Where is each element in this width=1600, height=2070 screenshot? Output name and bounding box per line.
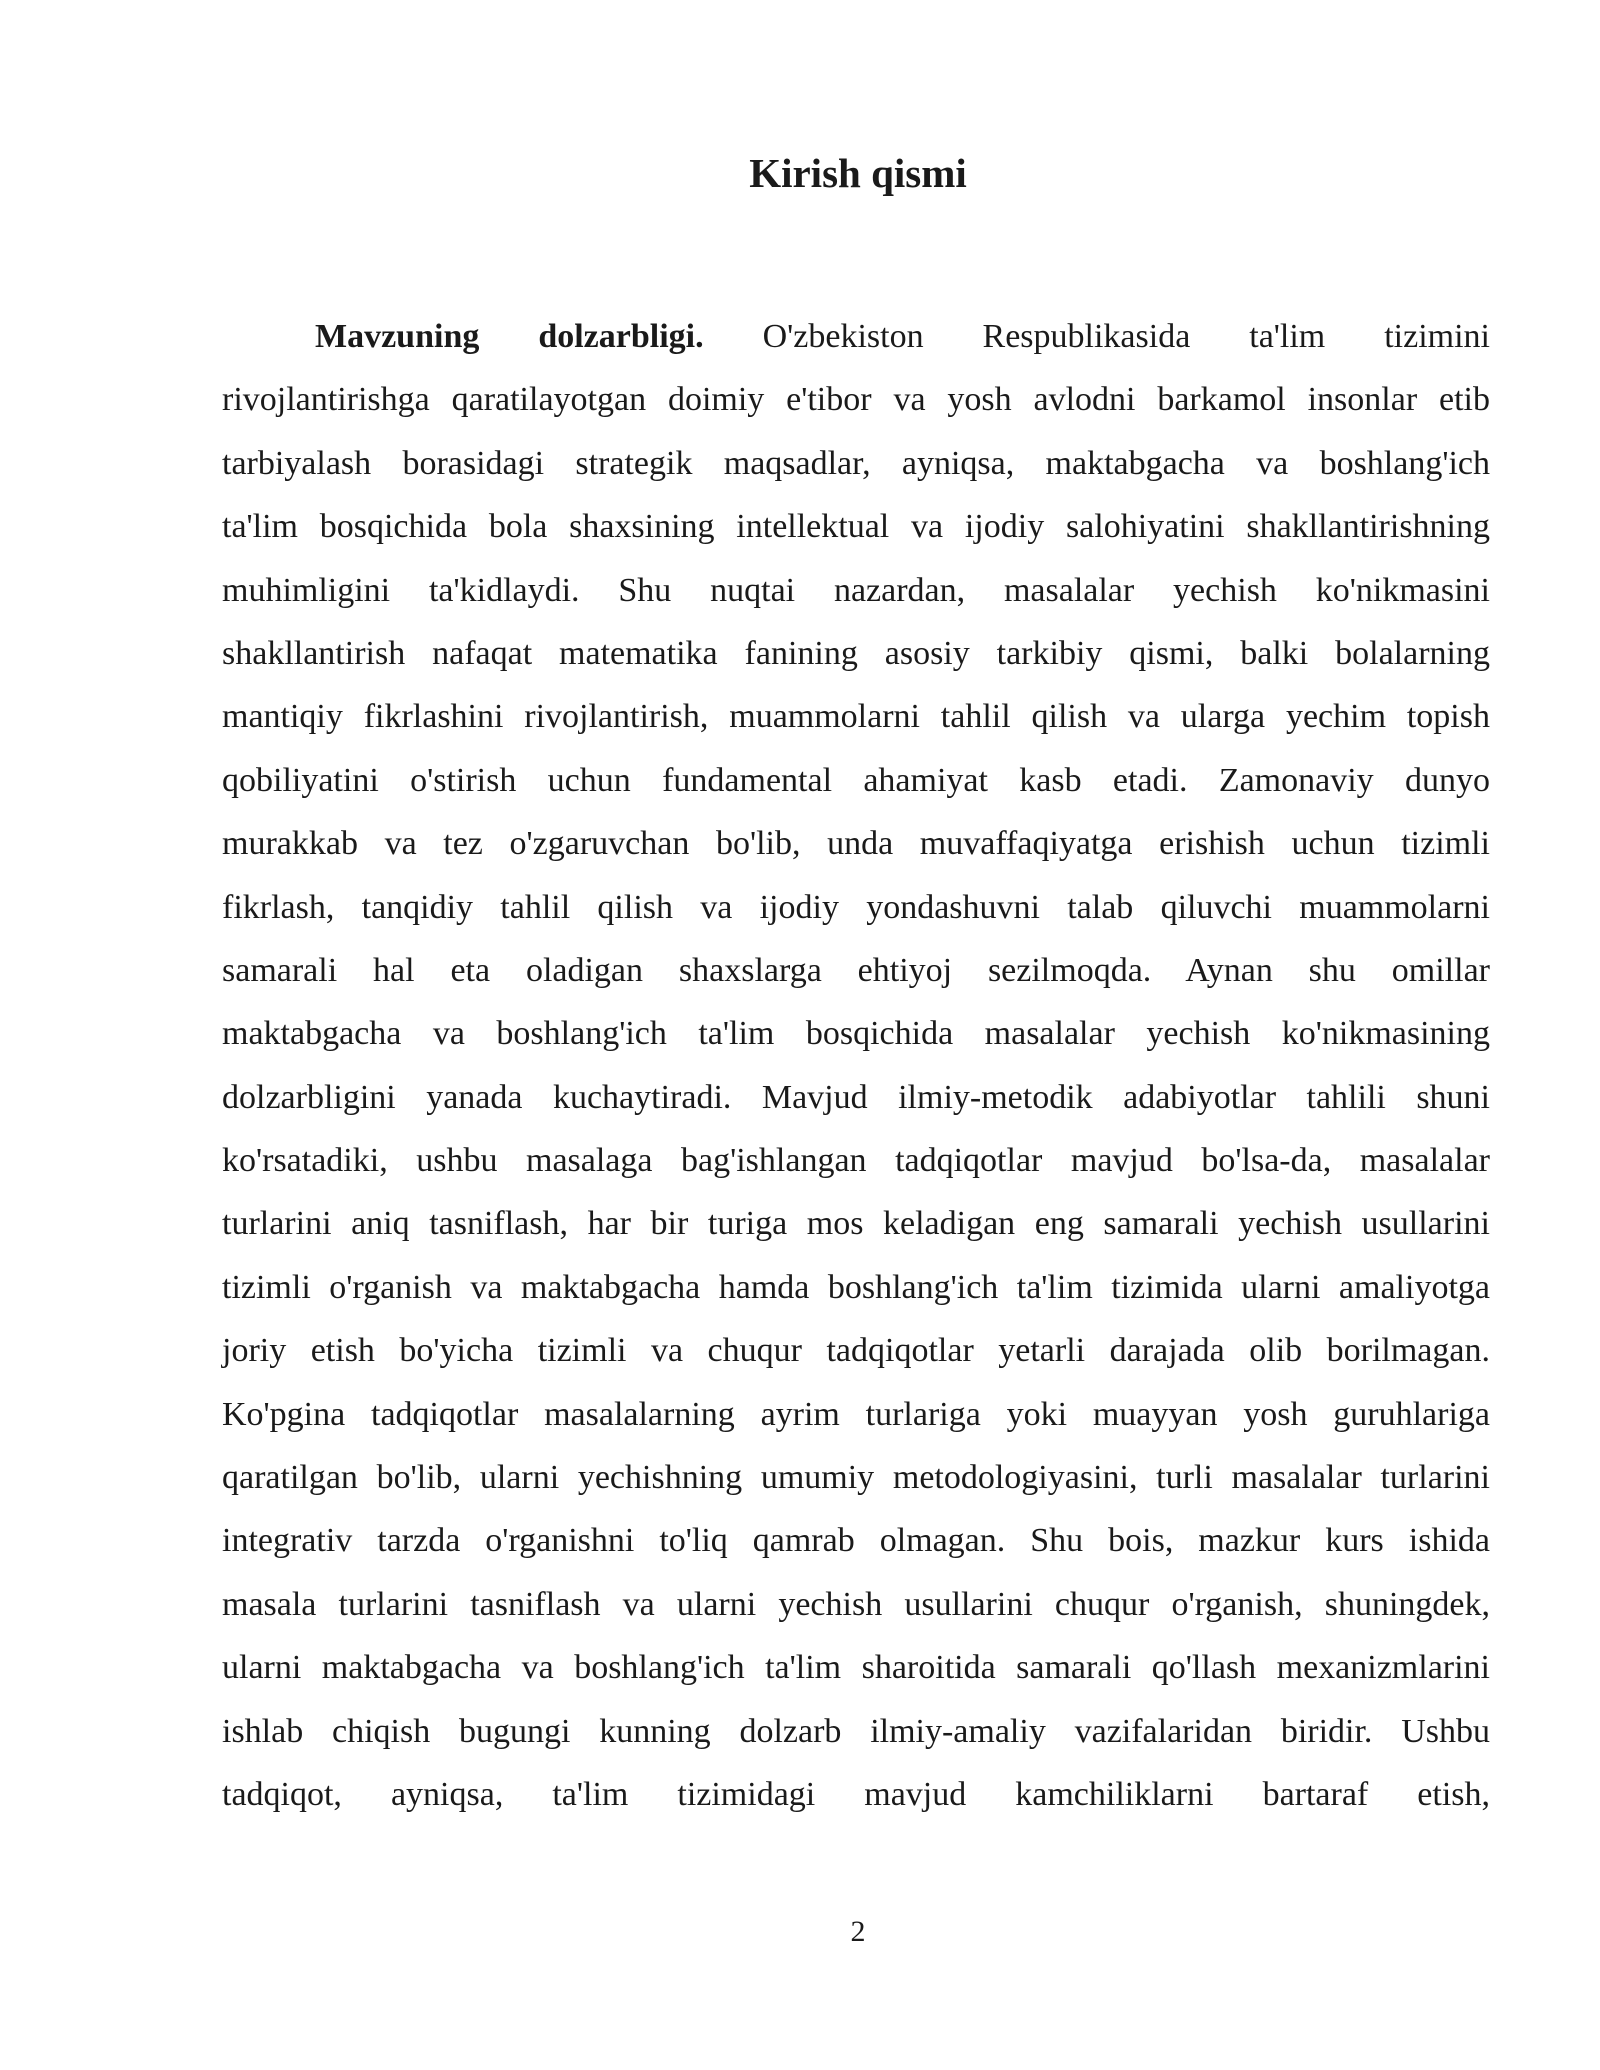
paragraph-line-1 (222, 305, 1490, 368)
paragraph-line: integrativ tarzda o'rganishni to'liq qamrab olmagan. Shu bois, mazkur kurs ishida (222, 1522, 1490, 1560)
paragraph-line: dolzarbligini yanada kuchaytiradi. Mavjud ilmiy-metodik adabiyotlar tahlili shuni (222, 1078, 1490, 1116)
paragraph-line: turlarini aniq tasniflash, har bir turiga mos keladigan eng samarali yechish usullarini (222, 1205, 1490, 1243)
body-paragraph (222, 305, 1490, 1826)
paragraph-line: ko'rsatadiki, ushbu masalaga bag'ishlangan tadqiqotlar mavjud bo'lsa-da, masalalar (222, 1142, 1490, 1180)
paragraph-line: qobiliyatini o'stirish uchun fundamental ahamiyat kasb etadi. Zamonaviy dunyo (222, 761, 1490, 799)
paragraph-line: shakllantirish nafaqat matematika fanining asosiy tarkibiy qismi, balki bolalarning (222, 634, 1490, 672)
paragraph-line: tizimli o'rganish va maktabgacha hamda boshlang'ich ta'lim tizimida ularni amaliyotga (222, 1268, 1490, 1306)
page-number: 2 (850, 1915, 866, 1948)
paragraph-line: tarbiyalash borasidagi strategik maqsadlar, ayniqsa, maktabgacha va boshlang'ich (222, 444, 1490, 482)
paragraph-line: qaratilgan bo'lib, ularni yechishning umumiy metodologiyasini, turli masalalar turlarini (222, 1459, 1490, 1497)
paragraph-line: murakkab va tez o'zgaruvchan bo'lib, unda muvaffaqiyatga erishish uchun tizimli (222, 825, 1490, 863)
paragraph-line: ta'lim bosqichida bola shaxsining intellektual va ijodiy salohiyatini shakllantirishning (222, 508, 1490, 546)
paragraph-line: masala turlarini tasniflash va ularni yechish usullarini chuqur o'rganish, shuningdek, (222, 1585, 1490, 1623)
paragraph-line: ishlab chiqish bugungi kunning dolzarb ilmiy-amaliy vazifalaridan biridir. Ushbu (222, 1712, 1490, 1750)
paragraph-line: Ko'pgina tadqiqotlar masalalarning ayrim turlariga yoki muayyan yosh guruhlariga (222, 1395, 1490, 1433)
paragraph-line: ularni maktabgacha va boshlang'ich ta'lim sharoitida samarali qo'llash mexanizmlarini (222, 1649, 1490, 1687)
paragraph-line: rivojlantirishga qaratilayotgan doimiy e'tibor va yosh avlodni barkamol insonlar etib (222, 381, 1490, 419)
paragraph-line: maktabgacha va boshlang'ich ta'lim bosqichida masalalar yechish ko'nikmasining (222, 1015, 1490, 1053)
paragraph-line-text: O'zbekiston Respublikasida ta'lim tizimini (762, 318, 1490, 355)
paragraph-line: joriy etish bo'yicha tizimli va chuqur tadqiqotlar yetarli darajada olib borilmagan. (222, 1332, 1490, 1370)
paragraph-line: muhimligini ta'kidlaydi. Shu nuqtai nazardan, masalalar yechish ko'nikmasini (222, 571, 1490, 609)
paragraph-line: mantiqiy fikrlashini rivojlantirish, muammolarni tahlil qilish va ularga yechim topish (222, 698, 1490, 736)
paragraph-line: tadqiqot, ayniqsa, ta'lim tizimidagi mavjud kamchiliklarni bartaraf etish, (222, 1775, 1490, 1813)
lead-heading: Mavzuning dolzarbligi. (315, 318, 704, 355)
page-title: Kirish qismi (749, 150, 967, 196)
paragraph-line: fikrlash, tanqidiy tahlil qilish va ijodiy yondashuvni talab qiluvchi muammolarni (222, 888, 1490, 926)
paragraph-line: samarali hal eta oladigan shaxslarga ehtiyoj sezilmoqda. Aynan shu omillar (222, 951, 1490, 989)
